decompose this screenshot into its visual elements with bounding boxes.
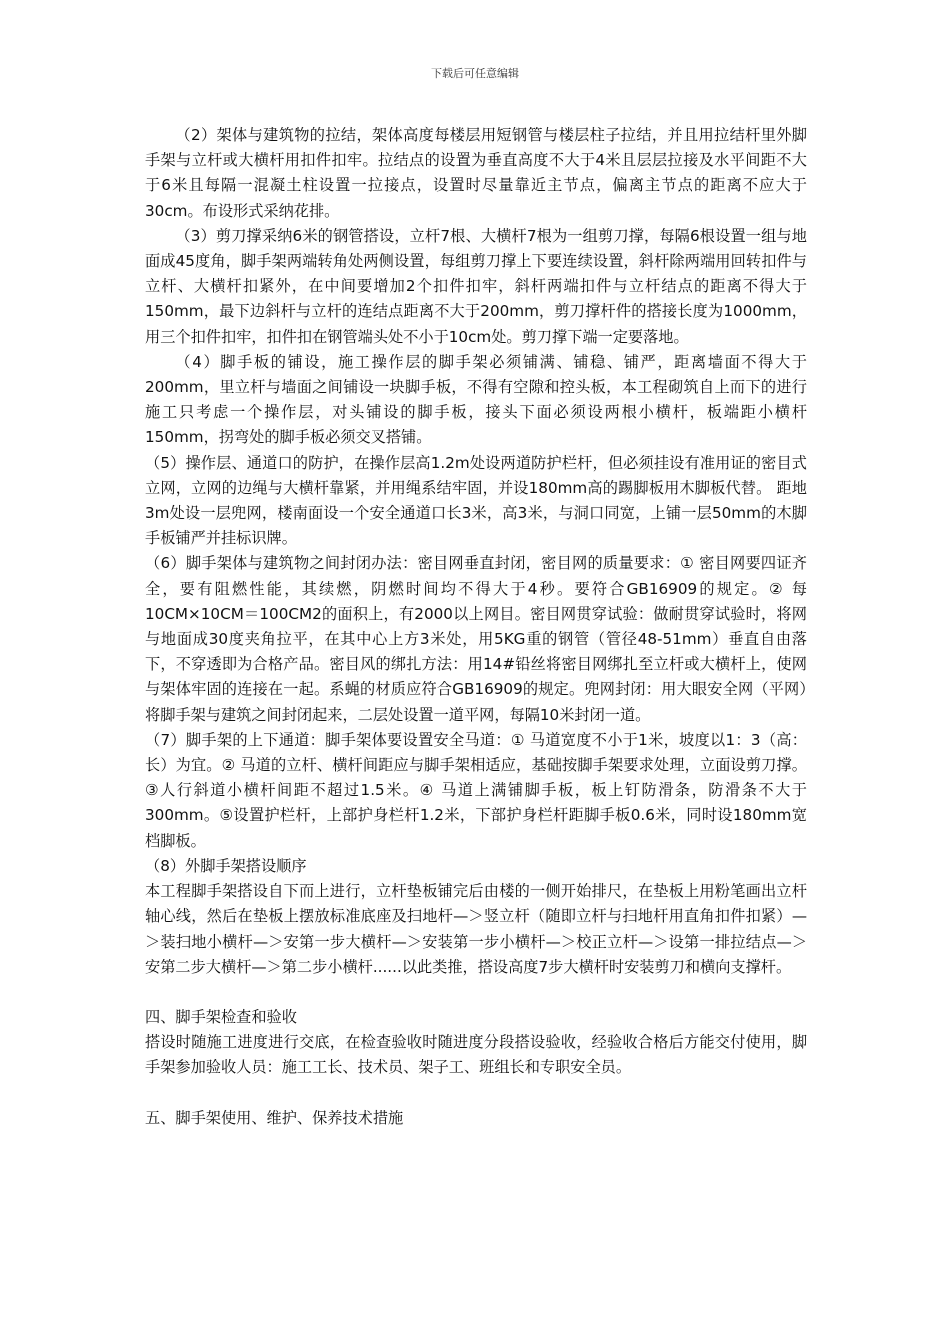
paragraph-inspection-acceptance: 搭设时随施工进度进行交底，在检查验收时随进度分段搭设验收，经验收合格后方能交付使用，脚手架参加验收人员：施工工长、技术员、架子工、班组长和专职安全员。 [145,1033,807,1077]
paragraph-enclosure-method: （6）脚手架体与建筑物之间封闭办法：密目网垂直封闭，密目网的质量要求：① 密目网要四证齐全，要有阻燃性能，其续燃，阴燃时间均不得大于4秒。要符合GB16909的规定。② 每10CM×10CM＝100CM2的面积上，有2000以上网目。密目网贯穿试验：做耐贯穿试验时，将网与地面成30度夹角拉平，在其中心上方3米处，用5KG重的钢管（管径48-51mm）垂直自由落下，不穿透即为合格产品。密目风的绑扎方法：用14#铅丝将密目网绑扎至立杆或大横杆上，使网与架体牢固的连接在一起。系蝇的材质应符合GB16909的规定。兜网封闭：用大眼安全网（平网）将脚手架与建筑之间封闭起来，二层处设置一道平网，每隔10米封闭一道。 [145,554,807,724]
paragraph-access-passage: （7）脚手架的上下通道：脚手架体要设置安全马道：① 马道宽度不小于1米，坡度以1：3（高：长）为宜。② 马道的立杆、横杆间距应与脚手架相适应，基础按脚手架要求处理，立面设剪刀撑。③人行斜道小横杆间距不超过1.5米。④ 马道上满铺脚手板，板上钉防滑条，防滑条不大于300mm。⑤设置护栏杆，上部护身栏杆1.2米，下部护身栏杆距脚手板0.6米，同时设180mm宽档脚板。 [145,730,807,850]
paragraph-scissor-brace: （3）剪刀撑采纳6米的钢管搭设，立杆7根、大横杆7根为一组剪刀撑，每隔6根设置一组与地面成45度角，脚手架两端转角处两侧设置，每组剪刀撑上下要连续设置，斜杆除两端用回转扣件与立杆、大横杆扣紧外，在中间要增加2个扣件扣牢，斜杆两端扣件与立杆结点的距离不得大于150mm，最下边斜杆与立杆的连结点距离不大于200mm，剪刀撑杆件的搭接长度为1000mm，用三个扣件扣牢，扣件扣在钢管端头处不小于10cm处。剪刀撑下端一定要落地。 [145,226,807,346]
document-body [145,123,807,1131]
paragraph-operation-layer-protection: （5）操作层、通道口的防护，在操作层高1.2m处设两道防护栏杆，但必须挂设有准用证的密目式立网，立网的边绳与大横杆靠紧，并用绳系结牢固，并设180mm高的踢脚板用木脚板代替。 距地3m处设一层兜网，楼南面设一个安全通道口长3米，高3米，与洞口同宽，上铺一层50mm的木脚手板铺严并挂标识牌。 [145,453,807,548]
paragraph-erection-sequence-title: （8）外脚手架搭设顺序 [145,856,307,875]
page-header: 下载后可任意编辑 [431,67,519,80]
section-heading-inspection: 四、脚手架检查和验收 [145,1007,297,1026]
paragraph-tie-connection: （2）架体与建筑物的拉结，架体高度每楼层用短钢管与楼层柱子拉结，并且用拉结杆里外脚手架与立杆或大横杆用扣件扣牢。拉结点的设置为垂直高度不大于4米且层层拉接及水平间距不大于6米且每隔一混凝土柱设置一拉接点，设置时尽量靠近主节点，偏离主节点的距离不应大于30cm。布设形式采纳花排。 [145,126,807,220]
spacer [145,980,807,1005]
paragraph-scaffold-board: （4）脚手板的铺设，施工操作层的脚手架必须铺满、铺稳、铺严，距离墙面不得大于200mm，里立杆与墙面之间铺设一块脚手板，不得有空隙和控头板，本工程砌筑自上而下的进行施工只考虑一个操作层，对头铺设的脚手板，接头下面必须设两根小横杆，板端距小横杆150mm，拐弯处的脚手板必须交叉搭铺。 [145,352,807,447]
spacer [145,1081,807,1106]
paragraph-erection-sequence-body: 本工程脚手架搭设自下而上进行，立杆垫板铺完后由楼的一侧开始排尺，在垫板上用粉笔画出立杆轴心线，然后在垫板上摆放标准底座及扫地杆—＞竖立杆（随即立杆与扫地杆用直角扣件扣紧）—＞装扫地小横杆—＞安第一步大横杆—＞安装第一步小横杆—＞校正立杆—＞设第一排拉结点—＞安第二步大横杆—＞第二步小横杆......以此类推，搭设高度7步大横杆时安装剪刀和横向支撑杆。 [145,882,807,976]
section-heading-maintenance: 五、脚手架使用、维护、保养技术措施 [145,1108,404,1127]
